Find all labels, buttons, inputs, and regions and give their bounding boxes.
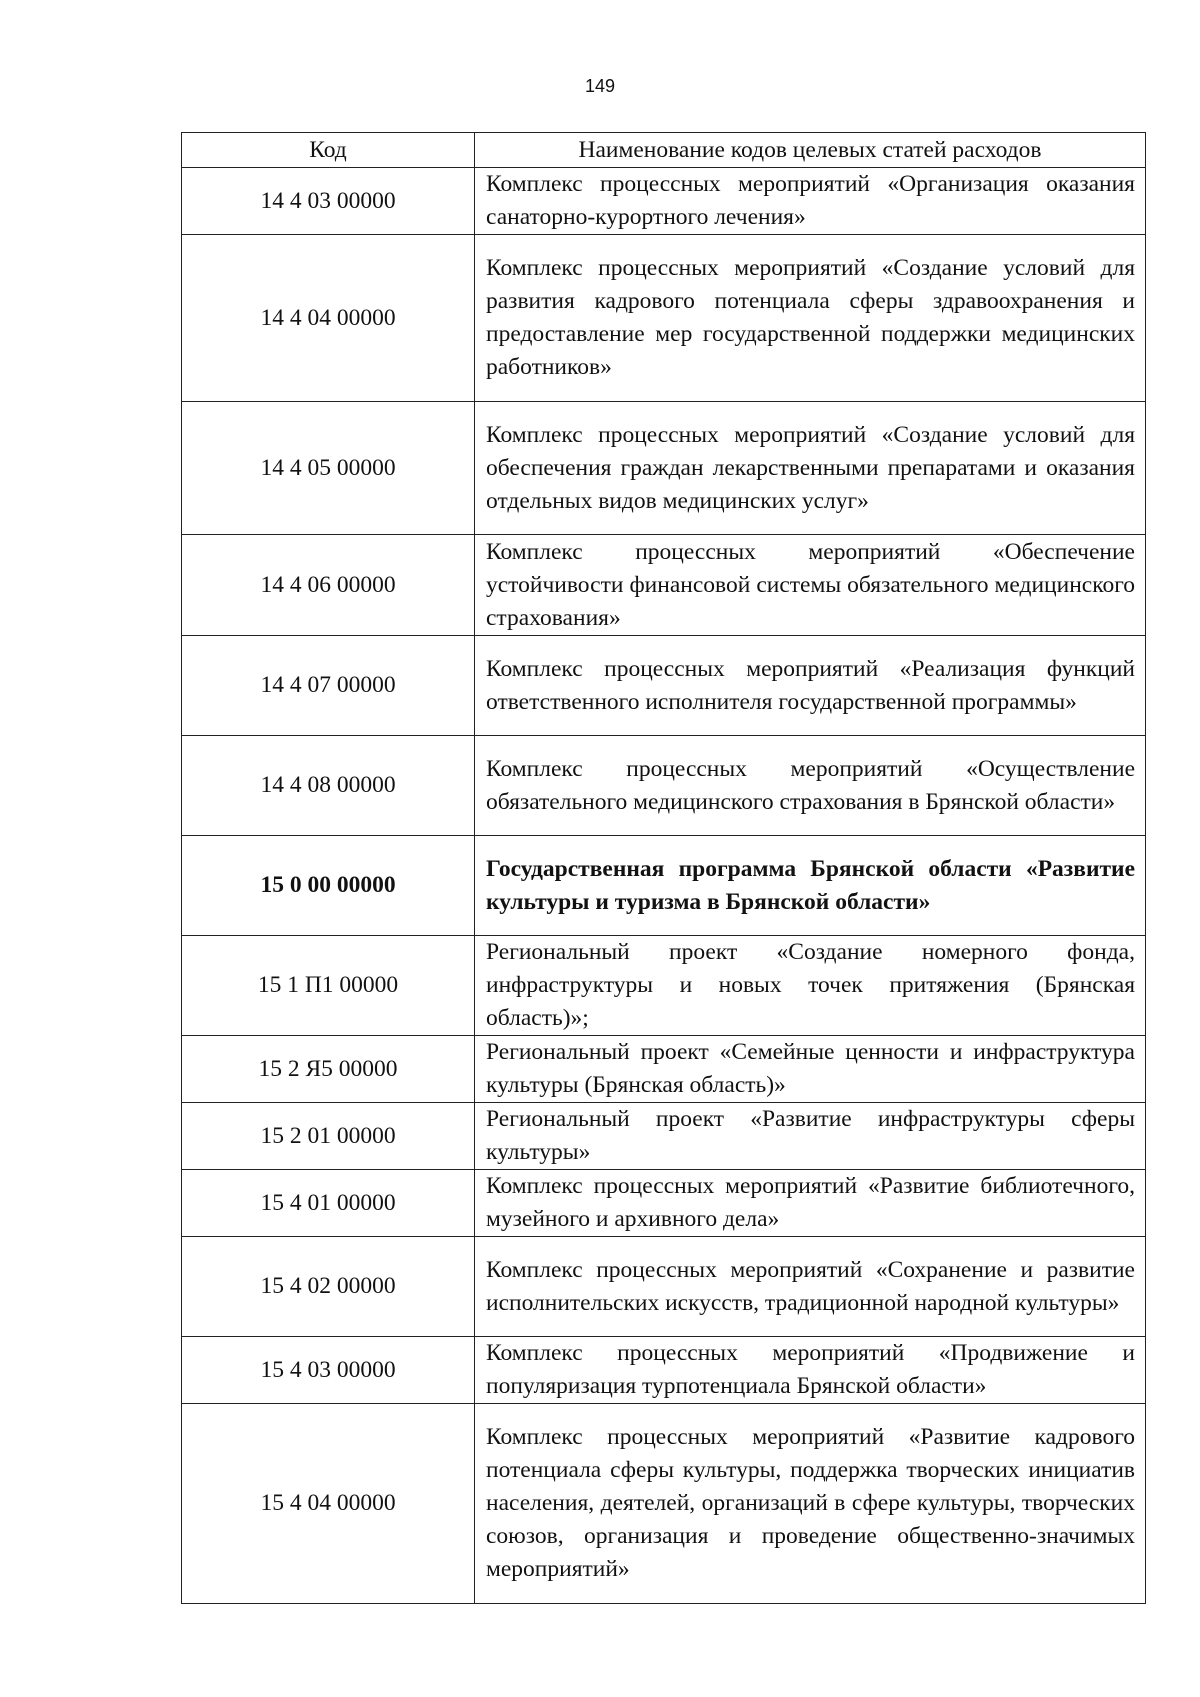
column-header-name: Наименование кодов целевых статей расходов (475, 133, 1146, 168)
row-code: 14 4 08 00000 (182, 736, 475, 836)
table-row (182, 1036, 1146, 1103)
column-header-code: Код (182, 133, 475, 168)
row-code: 15 4 02 00000 (182, 1237, 475, 1337)
row-code: 15 2 Я5 00000 (182, 1036, 475, 1103)
row-code: 14 4 03 00000 (182, 168, 475, 235)
row-name: Комплекс процессных мероприятий «Развитие кадрового потенциала сферы культуры, поддержка творческих инициатив населения, деятелей, организаций в сфере культуры, творческих союзов, организация и проведение общественно-значимых мероприятий» (475, 1404, 1146, 1604)
row-name: Комплекс процессных мероприятий «Реализация функций ответственного исполнителя государственной программы» (475, 636, 1146, 736)
row-name: Региональный проект «Семейные ценности и инфраструктура культуры (Брянская область)» (475, 1036, 1146, 1103)
table-row (182, 736, 1146, 836)
table-row (182, 1237, 1146, 1337)
row-code: 14 4 07 00000 (182, 636, 475, 736)
row-code: 14 4 06 00000 (182, 535, 475, 636)
row-code: 14 4 04 00000 (182, 235, 475, 402)
table-row (182, 636, 1146, 736)
row-code: 15 1 П1 00000 (182, 936, 475, 1036)
page-number: 149 (584, 76, 616, 96)
row-code: 15 2 01 00000 (182, 1103, 475, 1170)
table-row (182, 535, 1146, 636)
table-row (182, 1170, 1146, 1237)
target-expense-codes-table (181, 132, 1146, 1604)
row-code: 15 4 04 00000 (182, 1404, 475, 1604)
row-name: Комплекс процессных мероприятий «Продвижение и популяризация турпотенциала Брянской области» (475, 1337, 1146, 1404)
table-row (182, 168, 1146, 235)
row-code: 14 4 05 00000 (182, 402, 475, 535)
row-name: Комплекс процессных мероприятий «Создание условий для обеспечения граждан лекарственными препаратами и оказания отдельных видов медицинских услуг» (475, 402, 1146, 535)
table-row (182, 1103, 1146, 1170)
table-row-program (182, 836, 1146, 936)
row-name: Комплекс процессных мероприятий «Сохранение и развитие исполнительских искусств, традиционной народной культуры» (475, 1237, 1146, 1337)
row-name: Региональный проект «Создание номерного фонда, инфраструктуры и новых точек притяжения (Брянская область)»; (475, 936, 1146, 1036)
table-header-row (182, 133, 1146, 168)
row-name: Региональный проект «Развитие инфраструктуры сферы культуры» (475, 1103, 1146, 1170)
table-row (182, 402, 1146, 535)
table-row (182, 1404, 1146, 1604)
row-code: 15 4 01 00000 (182, 1170, 475, 1237)
table-row (182, 235, 1146, 402)
row-name: Государственная программа Брянской области «Развитие культуры и туризма в Брянской области» (475, 836, 1146, 936)
row-name: Комплекс процессных мероприятий «Осуществление обязательного медицинского страхования в Брянской области» (475, 736, 1146, 836)
row-name: Комплекс процессных мероприятий «Развитие библиотечного, музейного и архивного дела» (475, 1170, 1146, 1237)
table-row (182, 1337, 1146, 1404)
row-name: Комплекс процессных мероприятий «Организация оказания санаторно-курортного лечения» (475, 168, 1146, 235)
row-name: Комплекс процессных мероприятий «Обеспечение устойчивости финансовой системы обязательного медицинского страхования» (475, 535, 1146, 636)
table-body (182, 168, 1146, 1604)
row-code: 15 4 03 00000 (182, 1337, 475, 1404)
table-row (182, 936, 1146, 1036)
row-code: 15 0 00 00000 (182, 836, 475, 936)
row-name: Комплекс процессных мероприятий «Создание условий для развития кадрового потенциала сферы здравоохранения и предоставление мер государственной поддержки медицинских работников» (475, 235, 1146, 402)
